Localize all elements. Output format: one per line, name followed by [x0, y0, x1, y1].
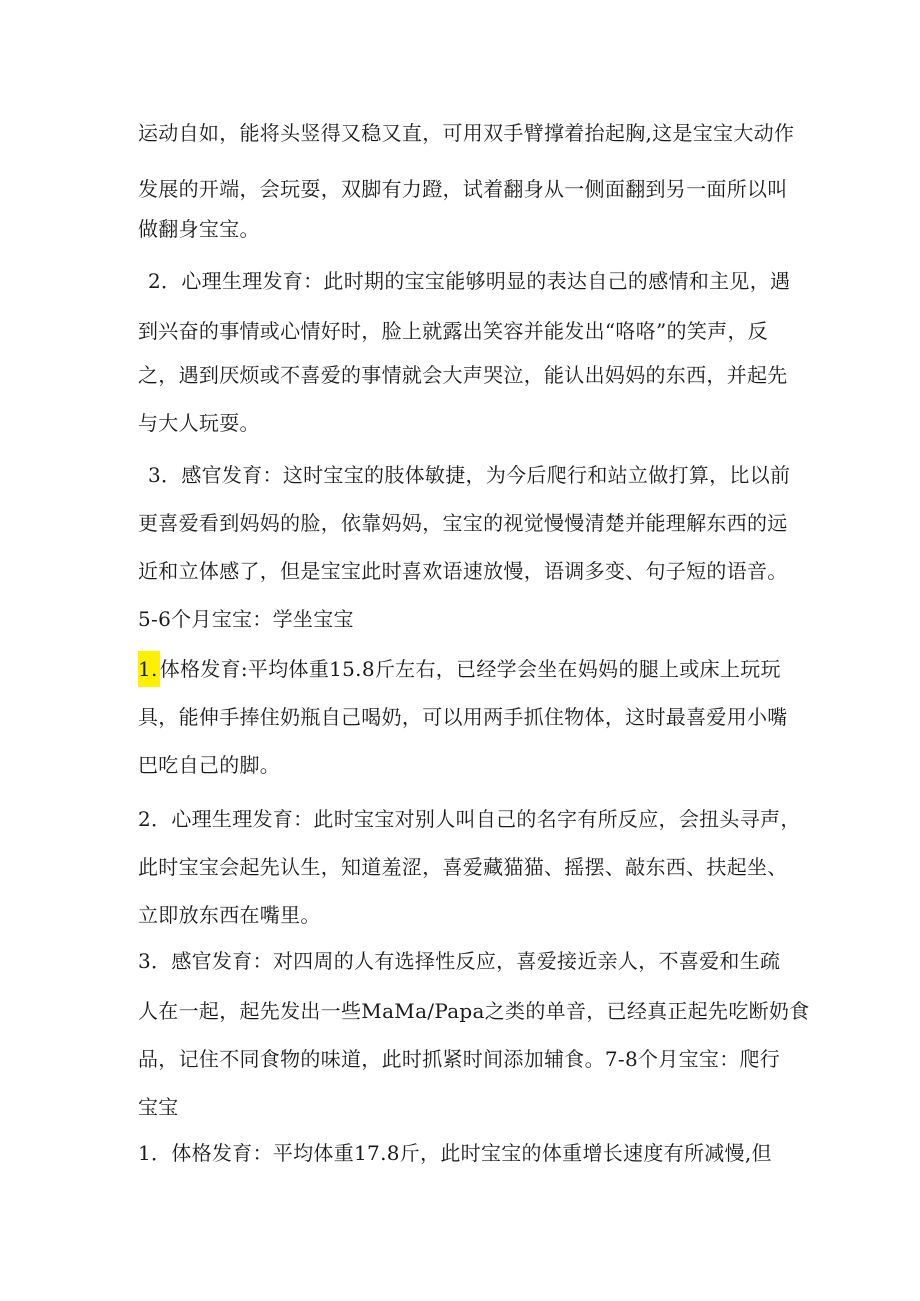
paragraph-line: 1．体格发育：平均体重17.8斤，此时宝宝的体重增长速度有所减慢,但	[138, 1141, 772, 1165]
paragraph-line: 到兴奋的事情或心情好时，脸上就露出笑容并能发出“咯咯”的笑声，反	[138, 319, 769, 343]
paragraph-line: 立即放东西在嘴里。	[138, 903, 321, 927]
paragraph-line: 之，遇到厌烦或不喜爱的事情就会大声哭泣，能认出妈妈的东西，并起先	[138, 363, 788, 387]
paragraph-line: 发展的开端，会玩耍，双脚有力蹬，试着翻身从一侧面翻到另一面所以叫	[138, 177, 788, 201]
section-heading: 5-6个月宝宝：学坐宝宝	[138, 607, 354, 631]
paragraph-line: 巴吃自己的脚。	[138, 753, 281, 777]
paragraph-line: 2．心理生理发育：此时宝宝对别人叫自己的名字有所反应，会扭头寻声，	[138, 807, 801, 831]
highlighted-line-text: 体格发育:平均体重15.8斤左右，已经学会坐在妈妈的腿上或床上玩玩	[159, 657, 781, 681]
paragraph-line: 此时宝宝会起先认生，知道羞涩，喜爱藏猫猫、摇摆、敲东西、扶起坐、	[138, 855, 788, 879]
highlighted-paragraph-line	[138, 656, 781, 682]
highlight-marker: 1.	[138, 651, 160, 687]
paragraph-line: 具，能伸手捧住奶瓶自己喝奶，可以用两手抓住物体，这时最喜爱用小嘴	[138, 705, 788, 729]
paragraph-line: 与大人玩耍。	[138, 411, 260, 435]
paragraph-line: 品，记住不同食物的味道，此时抓紧时间添加辅食。7-8个月宝宝：爬行	[138, 1047, 781, 1071]
paragraph-line: 近和立体感了，但是宝宝此时喜欢语速放慢，语调多变、句子短的语音。	[138, 559, 788, 583]
paragraph-line: 运动自如，能将头竖得又稳又直，可用双手臂撑着抬起胸,这是宝宝大动作	[138, 121, 795, 145]
paragraph-line: 3．感官发育：这时宝宝的肢体敏捷，为今后爬行和站立做打算，比以前	[148, 463, 791, 487]
paragraph-line: 做翻身宝宝。	[138, 217, 260, 241]
paragraph-line: 2．心理生理发育：此时期的宝宝能够明显的表达自己的感情和主见，遇	[148, 269, 791, 293]
paragraph-line: 宝宝	[138, 1095, 179, 1119]
paragraph-line: 人在一起，起先发出一些MaMa/Papa之类的单音，已经真正起先吃断奶食	[138, 999, 810, 1023]
paragraph-line: 3．感官发育：对四周的人有选择性反应，喜爱接近亲人，不喜爱和生疏	[138, 949, 781, 973]
paragraph-line: 更喜爱看到妈妈的脸，依靠妈妈，宝宝的视觉慢慢清楚并能理解东西的远	[138, 511, 788, 535]
